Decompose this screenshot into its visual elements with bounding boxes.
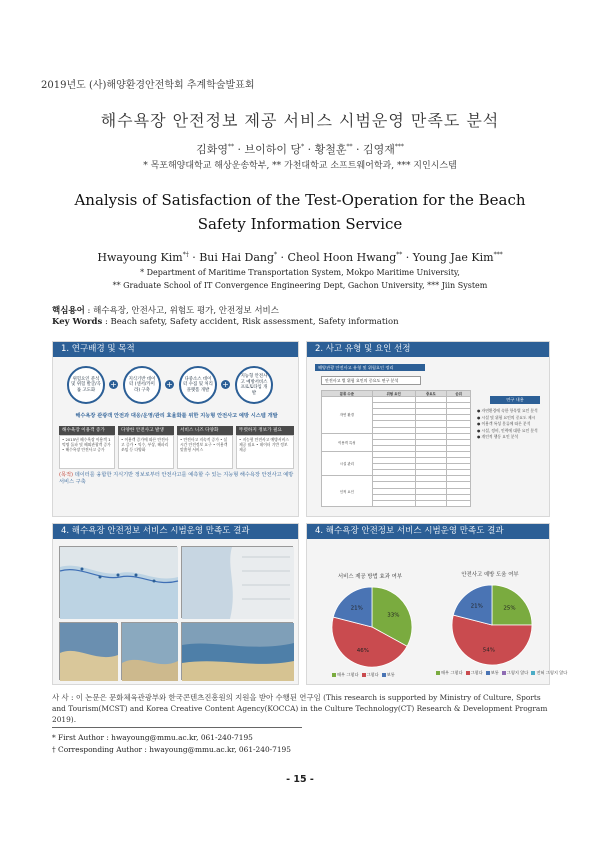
panel-service-maps xyxy=(52,523,299,685)
background-box-body: • 이용객 증가에 따른 안전사고 증가 • 익수, 부상, 해파리 쏘임 등 다양화 xyxy=(118,435,174,469)
beach-map-image xyxy=(181,546,293,618)
table-group: 자연 환경 xyxy=(322,397,373,434)
list-item: ● 개인적 행동 요인 분석 xyxy=(477,434,519,439)
panel-title: 4. 해수욕장 안전정보 서비스 시범운영 만족도 결과 xyxy=(307,524,549,539)
legend-label: 그렇다 xyxy=(470,670,483,675)
table-header: 순위 xyxy=(447,391,471,397)
legend-swatch xyxy=(436,671,440,675)
legend-item xyxy=(433,670,463,675)
list-item: ● 자연환경에 속한 항목별 요인 분석 xyxy=(477,408,538,413)
panel-accident-types xyxy=(306,341,550,517)
research-content-list xyxy=(477,408,549,441)
corresponding-author-footnote: † Corresponding Author : hwayoung@mmu.ac.kr, 061-240-7195 xyxy=(52,745,291,754)
chart-legend xyxy=(329,672,395,678)
beach-photo-image xyxy=(59,622,117,680)
legend-item xyxy=(329,672,359,677)
legend-item xyxy=(499,670,529,675)
korean-authors: 김화영** · 브이하이 당* · 황철훈** · 김영재*** xyxy=(196,143,404,156)
plus-icon: + xyxy=(110,380,117,389)
legend-label: 그렇다 xyxy=(366,672,379,677)
goal-circle: 위험요인 분석 및 위험 발굴/곡률 고도화 xyxy=(67,366,105,404)
goal-circle: 지능형 안전사고 예방서비스 프로토타입 개발 xyxy=(235,366,273,404)
research-content-head: 연구 내용 xyxy=(490,396,540,404)
table-header: 중요도 xyxy=(415,391,447,397)
background-box-head: 해수욕장 이용객 증가 xyxy=(59,426,115,435)
pie-slice-label: 21% xyxy=(470,603,483,610)
beach-map-image xyxy=(59,546,177,618)
plus-icon: + xyxy=(166,380,173,389)
legend-swatch xyxy=(332,673,336,677)
chart-legend xyxy=(433,670,567,676)
legend-label: 매우 그렇다 xyxy=(337,672,359,677)
legend-label: 매우 그렇다 xyxy=(441,670,463,675)
pie-chart-accident-prevention xyxy=(449,582,535,668)
beach-photo-image xyxy=(181,622,293,680)
chart-title: 안전사고 예방 도움 여부 xyxy=(461,572,519,578)
legend-label: 전혀 그렇지 않다 xyxy=(536,670,568,675)
korean-title: 해수욕장 안전정보 제공 서비스 시범운영 만족도 분석 xyxy=(100,111,500,130)
legend-item xyxy=(359,672,379,677)
panel-title: 2. 사고 유형 및 요인 선정 xyxy=(307,342,549,357)
list-item: ● 시설, 정비, 인력에 대한 요인 분석 xyxy=(477,427,538,433)
legend-label: 보통 xyxy=(386,672,395,677)
legend-item xyxy=(379,672,395,677)
legend-swatch xyxy=(486,671,490,675)
list-item: ● 이용객 특성 분류에 따른 분석 xyxy=(477,421,531,426)
background-box-body: • 2015년 해수욕장 이용객 1억명 돌파 및 해외관광객 증가 • 해수욕장 안전사고 증가 xyxy=(59,435,115,469)
legend-item xyxy=(463,670,483,675)
panel-research-background xyxy=(52,341,299,517)
pie-chart-service-method xyxy=(329,584,415,670)
chart-title: 서비스 제공 방법 효과 여부 xyxy=(337,574,403,580)
list-item: ● 시설 및 위험 요인의 중요도 제시 xyxy=(477,414,536,420)
pie-slice-label: 33% xyxy=(387,612,400,619)
pie-slice-label: 54% xyxy=(482,647,496,654)
english-keywords: Key Words : Beach safety, Safety accident, Risk assessment, Safety information xyxy=(52,317,399,327)
background-box-head: 서비스 니즈 다양화 xyxy=(177,426,233,435)
background-box-head: 다양한 안전사고 발생 xyxy=(118,426,174,435)
conference-header: 2019년도 (사)해양환경안전학회 추계학술발표회 xyxy=(41,80,255,91)
legend-swatch xyxy=(531,671,535,675)
acknowledgement: 사 사 : 이 논문은 문화체육관광부와 한국콘텐츠진흥원의 지원을 받아 수행된 연구임 (This research is supported by Ministry of Culture, Sports and Tourism(MCST) and Korea Creative Content Agency(KOCCA) in the Culture Technology(CT) Research & Development Program 2019). xyxy=(52,693,548,724)
table-group: 이용객 특성 xyxy=(322,433,373,451)
legend-item xyxy=(528,670,567,675)
legend-swatch xyxy=(382,673,386,677)
pie-slice-label: 21% xyxy=(350,605,363,612)
english-authors: Hwayoung Kim*† · Bui Hai Dang* · Cheol Hoon Hwang** · Young Jae Kim*** xyxy=(97,251,503,264)
pie-slice-label: 46% xyxy=(356,648,369,655)
legend-item xyxy=(483,670,499,675)
panel-title: 1. 연구배경 및 목적 xyxy=(53,342,298,357)
legend-label: 그렇지 않다 xyxy=(506,670,529,675)
footnote-divider xyxy=(52,727,302,728)
panel-satisfaction-results xyxy=(306,523,568,685)
korean-keywords: 핵심용어 : 해수욕장, 안전사고, 위험도 평가, 안전정보 서비스 xyxy=(52,306,279,316)
beach-photo-image xyxy=(121,622,177,680)
english-affiliation-1: * Department of Maritime Transportation System, Mokpo Maritime University, xyxy=(140,268,460,277)
english-title: Analysis of Satisfaction of the Test-Operation for the Beach Safety Information Service xyxy=(74,191,526,233)
risk-factor-table xyxy=(321,390,471,507)
table-header: 분류 수준 xyxy=(322,391,373,397)
panel-title: 4. 해수욕장 안전정보 서비스 시범운영 만족도 결과 xyxy=(53,524,298,539)
goal-circle: 지식기반 데이터 (센서/카미라) 구축 xyxy=(123,366,161,404)
section-banner: 해양관광 안전사고 유형 및 위험요인 정리 xyxy=(315,364,425,371)
legend-swatch xyxy=(466,671,470,675)
research-purpose-note: (목적) 데이터를 융합한 지식기반 정보로부터 안전사고를 예측할 수 있는 지능형 해수욕장 안전사고 예방 서비스 구축 xyxy=(59,472,294,485)
background-box-body: • 안전사고 지속적 증가 • 실시간 안전정보 요구 • 이용객 맞춤형 서비스 xyxy=(177,435,233,469)
english-affiliation-2: ** Graduate School of IT Convergence Engineering Dept, Gachon University, *** Jiin System xyxy=(112,281,488,290)
korean-affiliation: * 목포해양대학교 해상운송학부, ** 가천대학교 소프트웨어학과, *** 지인시스템 xyxy=(143,161,457,171)
system-subtitle: 해수욕장 관광객 안전과 대응/운영/관리 효율화를 위한 지능형 안전사고 예방 시스템 개발 xyxy=(75,413,278,419)
table-group: 시설 관리 xyxy=(322,451,373,475)
background-box-body: • 지능형 안전사고 예방서비스 제공 필요 • 데이터 기반 정보 제공 xyxy=(236,435,294,469)
pie-slice-label: 25% xyxy=(503,605,516,612)
goal-circle: 다중소스 데이터 수집 및 처리 플랫폼 개발 xyxy=(179,366,217,404)
legend-swatch xyxy=(362,673,366,677)
background-box-head: 뚜렷하지 정보가 필요 xyxy=(236,426,294,435)
section-subtitle: 안전사고 별 위험 요인의 중요도 연구 분석 xyxy=(321,376,421,385)
table-group: 인적 요인 xyxy=(322,476,373,506)
table-header: 위험 요인 xyxy=(372,391,415,397)
page-number: - 15 - xyxy=(286,774,314,785)
legend-swatch xyxy=(502,671,506,675)
first-author-footnote: * First Author : hwayoung@mmu.ac.kr, 061-240-7195 xyxy=(52,733,253,742)
plus-icon: + xyxy=(222,380,229,389)
legend-label: 보통 xyxy=(490,670,499,675)
